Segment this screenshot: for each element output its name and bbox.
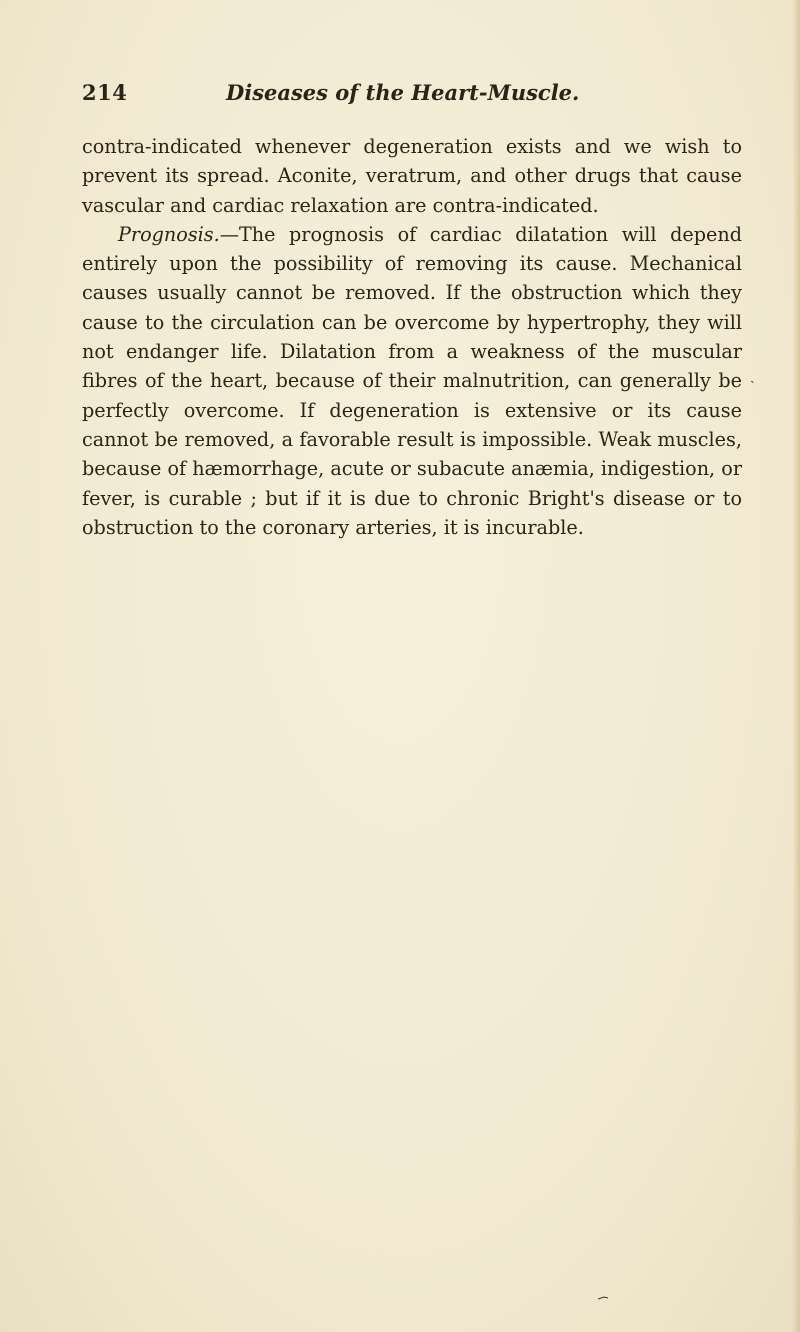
page-edge-shadow <box>792 0 800 1332</box>
paragraph-continuation <box>82 132 742 220</box>
page-header <box>82 80 722 114</box>
section-heading-prognosis: Prognosis. <box>118 222 220 246</box>
body-text <box>82 132 742 542</box>
bottom-speck <box>598 1296 608 1300</box>
paragraph-text: contra-indicated whenever degeneration exists and we wish to prevent its spread. Aconite, veratrum, and other drugs that cause vascular and cardiac relaxation are contra-indicated. <box>82 135 742 217</box>
margin-mark: ˏ <box>750 368 755 384</box>
page-number: 214 <box>82 80 128 105</box>
paragraph-prognosis <box>82 220 742 542</box>
running-head: Diseases of the Heart-Muscle. <box>226 80 580 105</box>
paragraph-text: —The prognosis of cardiac dilatation will depend entirely upon the possibility of removing its cause. Mechanical causes usually cannot be removed. If the obstruction which they cause to the circulation can be overcome by hypertrophy, they will not endanger life. Dilatation from a weakness of the muscular fibres of the heart, because of their malnutrition, can generally be perfectly overcome. If degeneration is extensive or its cause cannot be removed, a favorable result is impossible. Weak muscles, because of hæmorrhage, acute or subacute anæmia, indigestion, or fever, is curable ; but if it is due to chronic Bright's disease or to obstruction to the coronary arteries, it is incurable. <box>82 222 742 539</box>
